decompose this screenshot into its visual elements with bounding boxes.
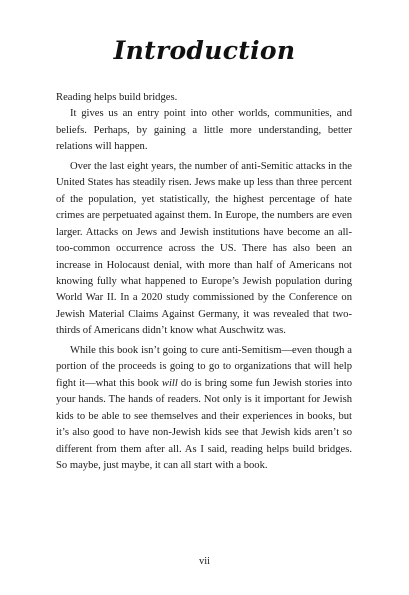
paragraph-4-emphasis: will <box>161 377 178 389</box>
paragraph-1-text: Reading helps build bridges. <box>56 92 178 103</box>
paragraph-4-text-a: While this book isn’t going to cure anti-Semitism—even though a portion of the proceeds is going to go to organizations that will help fight it—what this book <box>56 344 352 389</box>
chapter-title: Introduction <box>113 36 296 65</box>
paragraph-4-text-b: do is bring some fun Jewish stories into your hands. The hands of readers. Not only is it important for Jewish kids to be able to see themselves and their experiences in books, but it’s also good to have non-Jewish kids see that Jewish kids aren’t so different from them after all. As I said, reading helps build bridges. So maybe, just maybe, it can all start with a book. <box>56 377 352 471</box>
paragraph-2 <box>56 106 352 155</box>
paragraph-3-text: Over the last eight years, the number of anti-Semitic attacks in the United States has steadily risen. Jews make up less than three percent of the population, yet statistically, the highest percentage of hate crimes are perpetuated against them. In Europe, the numbers are even larger. Attacks on Jews and Jewish institutions have become an all-too-common occurrence across the US. There has also been an increase in Holocaust denial, with more than half of Americans not knowing fully what happened to Europe’s Jewish population during World War II. In a 2020 study commissioned by the Conference on Jewish Material Claims Against Germany, it was revealed that two-thirds of Americans didn’t know what Auschwitz was. <box>56 160 352 337</box>
page-number: vii <box>198 556 211 567</box>
paragraph-4 <box>56 343 352 475</box>
paragraph-2-text: It gives us an entry point into other worlds, communities, and beliefs. Perhaps, by gaining a little more understanding, better relations will happen. <box>56 108 352 153</box>
paragraph-3 <box>56 159 352 340</box>
chapter-body <box>56 90 352 474</box>
paragraph-1 <box>56 90 352 106</box>
